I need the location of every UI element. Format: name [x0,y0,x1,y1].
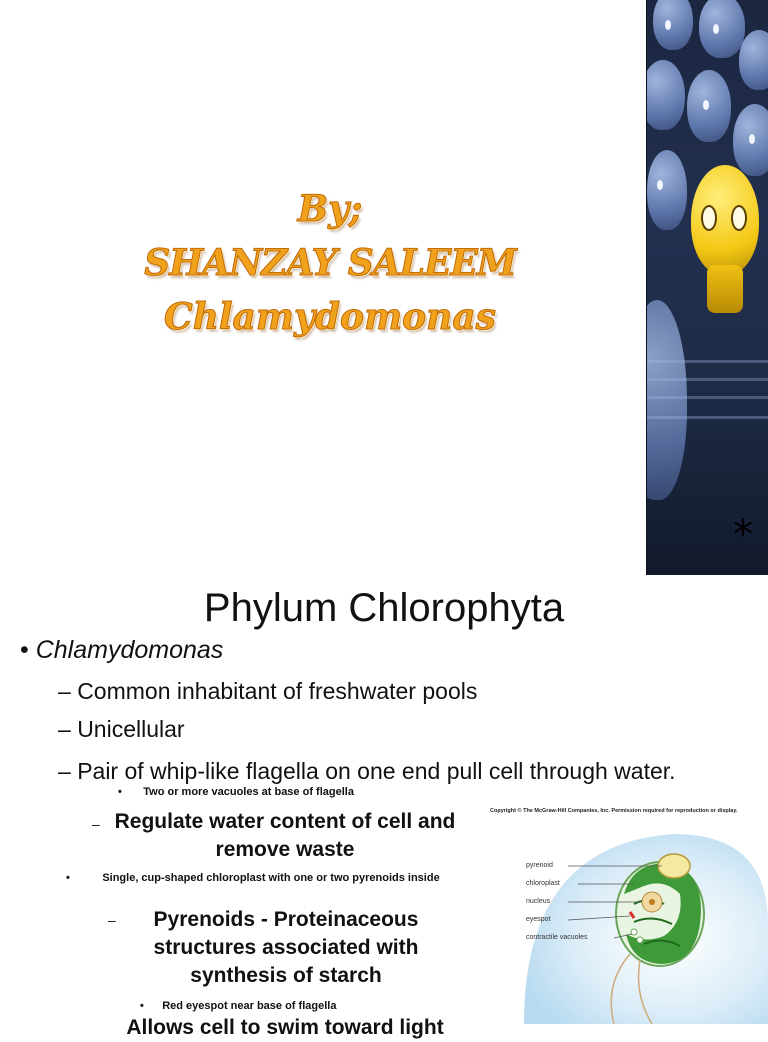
wordart-by: By; [297,188,363,230]
cartoon-eye [665,20,671,30]
cartoon-figure [646,60,685,130]
character-body [707,265,743,313]
sub-bullet-1: • Two or more vacuoles at base of flagella [118,786,354,798]
wordart-genus: Chlamydomonas [164,296,496,338]
point-1: – Common inhabitant of freshwater pools [58,678,478,704]
point-3: – Pair of whip-like flagella on one end pull cell through water. [58,758,676,784]
cartoon-illustration [646,0,768,575]
cartoon-eye [713,24,719,34]
cartoon-eye [749,134,755,144]
dash-marker: – [92,816,100,832]
slide-title: Phylum Chlorophyta [203,586,565,630]
cartoon-figure [687,70,731,142]
bullet-main-text: Chlamydomonas [35,636,224,664]
cartoon-eye [703,100,709,110]
cartoon-figure [646,300,687,500]
character-eye [701,205,717,231]
floor-line [647,396,768,399]
floor-line [647,360,768,363]
sub-bullet-1-text: Two or more vacuoles at base of flagella [143,786,354,798]
sub-point-1: Regulate water content of cell and remove waste [114,810,456,861]
dash-marker: – [108,912,116,928]
cartoon-eye [657,180,663,190]
asterisk-mark: * [733,512,753,558]
point-2-text: Unicellular [77,716,185,742]
chlamydomonas-diagram [484,804,768,1024]
sub-bullet-2-text: Single, cup-shaped chloroplast with one or two pyrenoids inside [102,872,440,884]
cell-illustration [484,804,768,1024]
bullet-main: • Chlamydomonas [20,636,224,664]
point-3-text: Pair of whip-like flagella on one end pull cell through water. [77,758,676,784]
floor-line [647,416,768,419]
character-eye [731,205,747,231]
label-chloroplast: chloroplast [526,880,560,887]
label-contractile-vacuoles: contractile vacuoles [526,934,588,941]
label-pyrenoid: pyrenoid [526,862,553,869]
wordart-author: SHANZAY SALEEM [144,242,516,284]
point-1-text: Common inhabitant of freshwater pools [77,678,478,704]
label-nucleus: nucleus [526,898,551,905]
cartoon-figure [653,0,693,50]
sub-point-2: Pyrenoids - Proteinaceous structures associated with synthesis of starch [153,908,419,987]
sub-bullet-3: • Red eyespot near base of flagella [140,1000,337,1012]
bullet-dot: • [66,872,70,884]
cartoon-figure [647,150,687,230]
cartoon-figure [699,0,745,58]
cartoon-figure [739,30,768,90]
sub-point-3-partial: Allows cell to swim toward light [126,1016,444,1039]
content-slide [0,578,768,1039]
label-eyespot: eyespot [526,916,551,923]
yellow-cartoon-character [691,165,759,315]
sub-bullet-3-text: Red eyespot near base of flagella [162,1000,337,1012]
floor-line [647,378,768,381]
copyright-notice: Copyright © The McGraw-Hill Companies, Inc. Permission required for reproduction or display. [490,808,738,814]
point-2: – Unicellular [58,716,185,742]
